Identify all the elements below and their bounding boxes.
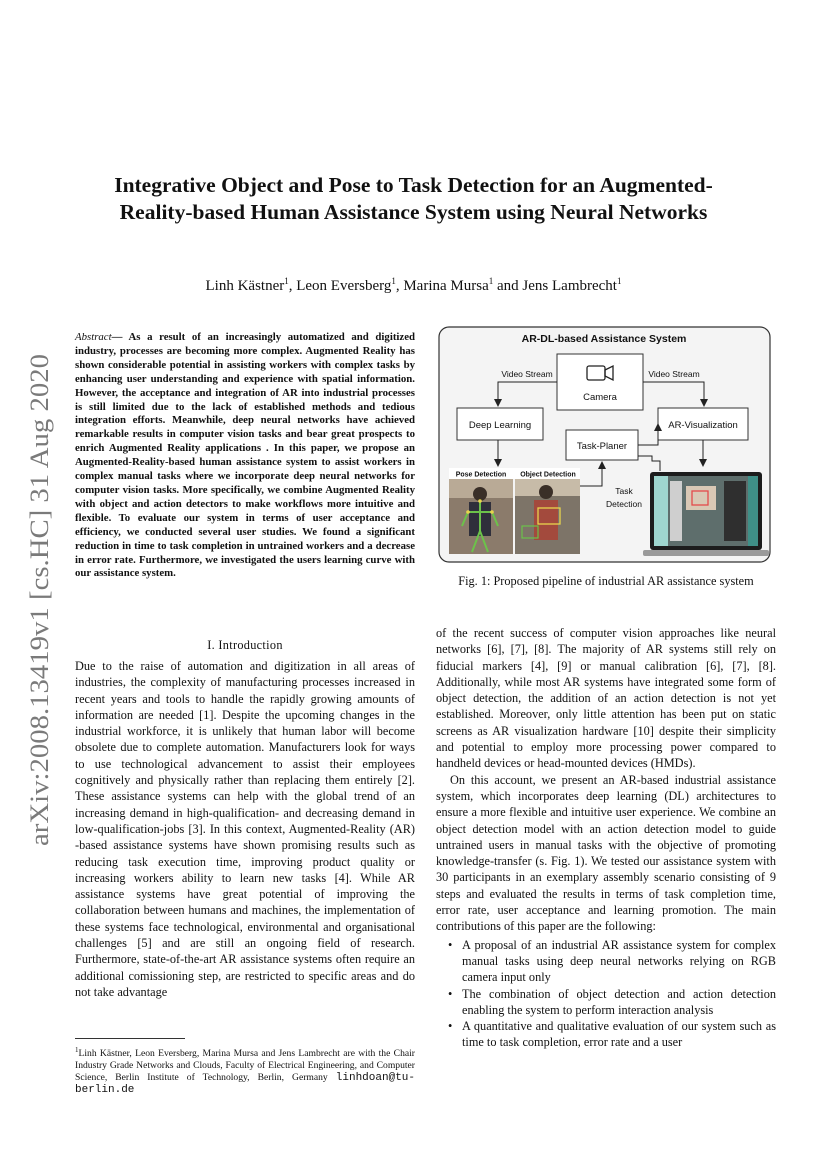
section-heading-introduction: I. Introduction [207,638,283,652]
object-detection-image [515,468,580,554]
pose-detection-label: Pose Detection [455,471,507,479]
object-detection-label: Object Detection [520,471,576,479]
intro-paragraph: On this account, we present an AR-based industrial assistance system, which incorporates deep learning (DL) architectures to ensure a more flexible and intuitive user experience. We combine an object detection model with an action detection model to guide untrained users in manual tasks with the objective of promoting knowledge-transfer (s. Fig. 1). We tested our assistance system with 30 participants in an exemplary assembly scenario consisting of 9 steps and evaluated the results in terms of task completion time, error rate, user acceptance and learning promotion. The main contributions of this paper are the following: [436,772,776,934]
author-affiliation-mark: 1 [616,276,622,286]
ar-visualization-label: AR-Visualization [668,420,738,431]
contribution-item: • A proposal of an industrial AR assistance system for complex manual tasks using deep neural networks relying on RGB camera input only [462,937,776,986]
footnote-email: linhdoan@tu-berlin.de [75,1072,415,1097]
intro-right-column [436,625,776,1051]
intro-left-column [75,658,415,1000]
author-name: Linh Kästner [205,278,285,294]
camera-label: Camera [583,392,617,403]
paper-title: Integrative Object and Pose to Task Detection for an Augmented-Reality-based Human Assistance System using Neural Networks [114,173,713,224]
author-name: Jens Lambrecht [522,278,617,294]
task-detection-label-2: Detection [606,499,642,509]
intro-paragraph: Due to the raise of automation and digitization in all areas of industries, the complexity of manufacturing processes increased in recent years and tools to handle the rapidly growing amounts of information are needed [1]. Despite the upcoming changes in the industrial workforce, it is unlikely that human labor will become obsolete due to complete automation. Manufacturers look for ways to use technological advancement to assist their employees cognitively and physically rather than replacing them entirely [2]. These assistance systems can help with the global trend of an increasing demand in high-qualification- and decreasing demand in low-qualification-jobs [3]. In this context, Augmented-Reality (AR) -based assistance systems have shown promising results such as reducing task execution time, improving product quality or increasing workers ability to learn new tasks [4]. While AR assistance systems have great potential of improving the collaboration between humans and machines, the implementation of these systems face technological, environmental and organisational challenges [5] and are still an ongoing field of research. Furthermore, state-of-the-art AR assistance systems often require an additional comissioning step, are restricted to specific areas and do not take advantage [75,659,415,999]
figure-caption: Fig. 1: Proposed pipeline of industrial AR assistance system [458,574,754,588]
video-stream-left-label: Video Stream [501,369,553,379]
arxiv-stamp-text: arXiv:2008.13419v1 [cs.HC] 31 Aug 2020 [25,401,54,846]
footnote-mark: 1 [75,1046,79,1054]
author-affiliation-mark: 1 [391,276,396,286]
footnote-rule [75,1038,185,1039]
footnote-text: Linh Kästner, Leon Eversberg, Marina Mursa and Jens Lambrecht are with the Chair Industry Grade Networks and Clouds, Faculty of Electrical Engineering, and Computer Science, Berlin Institute of Technology, Berlin, Germany [75,1048,415,1084]
task-planer-label: Task-Planer [576,441,628,452]
author-name: Marina Mursa [403,278,489,294]
intro-paragraph: of the recent success of computer vision approaches like neural networks [6], [7], [8]. The majority of AR systems still rely on fiducial markers [4], [9] or manual calibration [6], [7], [8]. Additionally, while most AR systems have integrated some form of object detection, the addition of an action detection is not yet established. Moreover, only little attention has been put on static screens as AR visualization hardware [10] despite their simplicity and potential to employ more processing power compared to handheld devices or head-mounted devices (HMDs). [436,626,776,771]
abstract-text: As a result of an increasingly automatized and digitized industry, processes are becoming more complex. Augmented Reality has shown considerable potential in assisting workers with complex tasks by enhancing user understanding and experience with spatial information. However, the acceptance and integration of AR into industrial processes is still limited due to the lack of established methods and tedious integration efforts. Meanwhile, deep neural networks have achieved remarkable results in computer vision tasks and bear great prospects to enrich Augmented Reality applications . In this paper, we propose an Augmented-Reality-based human assistance system to assist workers in complex manual tasks where we incorporate deep neural networks for computer vision tasks. More specifically, we combine Augmented Reality with object and action detectors to make workflows more intuitive and flexible. To evaluate our system in terms of user acceptance and efficiency, we conducted several user studies. We found a significant reduction in time to task completion in untrained workers and a decrease in error rate. Furthermore, we investigated the users learning curve with our assistance system. [75,331,416,580]
figure-pipeline [438,326,771,563]
contribution-item: • A quantitative and qualitative evaluation of our system such as time to task completion, error rate and a user [462,1018,776,1051]
author-separator: and [493,278,523,294]
author-separator: , [395,278,404,294]
footnote [75,1044,415,1096]
abstract-dash: — [111,331,129,343]
author-list [90,276,737,295]
abstract-label: Abstract [75,331,112,343]
deep-learning-label: Deep Learning [468,420,532,431]
ar-screen-image [643,472,769,556]
contribution-list [436,937,776,1051]
author-affiliation-mark: 1 [488,276,494,286]
pose-detection-image [449,468,513,554]
video-stream-right-label: Video Stream [648,369,700,379]
figure-title: AR-DL-based Assistance System [521,333,687,345]
author-separator: , [288,278,297,294]
task-detection-label-1: Task [615,486,633,496]
abstract [75,331,415,581]
author-affiliation-mark: 1 [284,276,289,286]
author-name: Leon Eversberg [296,278,392,294]
contribution-item: • The combination of object detection and action detection enabling the system to perform interaction analysis [462,986,776,1019]
arxiv-stamp [0,0,60,1169]
